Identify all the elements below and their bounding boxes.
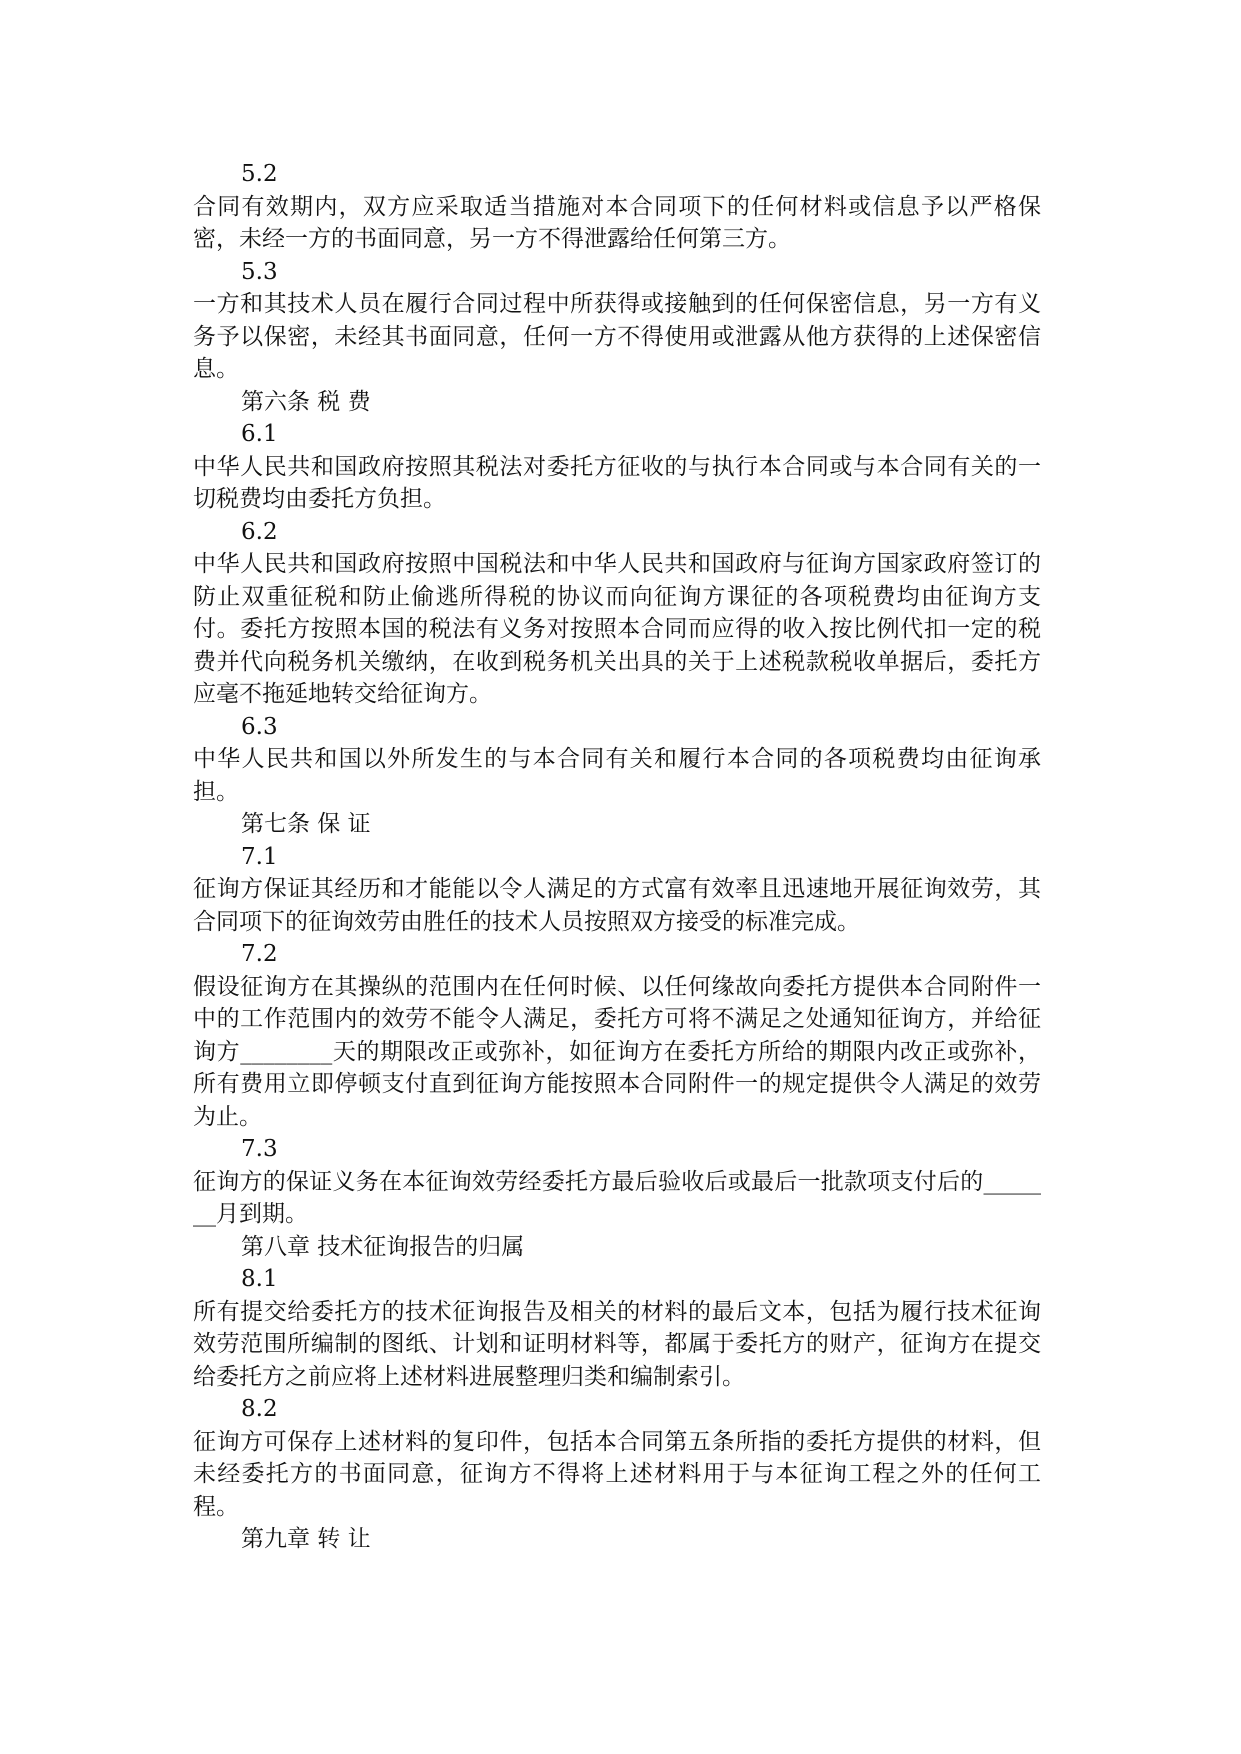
clause-number-6-3: 6.3 [241,713,278,740]
clause-number-7-2: 7.2 [241,941,278,967]
clause-text-7-2: 假设征询方在其操纵的范围内在任何时候、以任何缘故向委托方提供本合同附件一中的工作范围内的效劳不能令人满足，委托方可将不满足之处通知征询方，并给征询方________天的期限改正或弥补，如征询方在委托方所给的期限内改正或弥补，所有费用立即停顿支付直到征询方能按照本合同附件一的规定提供令人满足的效劳为止。 [193,973,1041,1130]
clause-number-7-3: 7.3 [241,1136,278,1162]
clause-number-6-1: 6.1 [241,421,278,447]
clause-number-7-1: 7.1 [241,843,278,870]
clause-number-8-1: 8.1 [241,1266,278,1292]
article-heading-7: 第七条 保 证 [241,811,371,837]
clause-number-5-3: 5.3 [241,258,278,285]
clause-text-8-1: 所有提交给委托方的技术征询报告及相关的材料的最后文本，包括为履行技术征询效劳范围所编制的图纸、计划和证明材料等，都属于委托方的财产，征询方在提交给委托方之前应将上述材料进展整理归类和编制索引。 [193,1298,1041,1390]
clause-text-7-3: 征询方的保证义务在本征询效劳经委托方最后验收后或最后一批款项支付后的_______月到期。 [193,1168,1041,1227]
clause-text-7-1: 征询方保证其经历和才能能以令人满足的方式富有效率且迅速地开展征询效劳，其合同项下的征询效劳由胜任的技术人员按照双方接受的标准完成。 [193,876,1041,935]
clause-number-8-2: 8.2 [241,1396,278,1422]
document-page [193,158,1041,1556]
article-heading-9: 第九章 转 让 [241,1526,371,1552]
clause-text-5-2: 合同有效期内，双方应采取适当措施对本合同项下的任何材料或信息予以严格保密，未经一方的书面同意，另一方不得泄露给任何第三方。 [193,193,1041,252]
article-heading-6: 第六条 税 费 [241,388,371,415]
clause-text-6-3: 中华人民共和国以外所发生的与本合同有关和履行本合同的各项税费均由征询承担。 [193,746,1041,805]
clause-text-8-2: 征询方可保存上述材料的复印件，包括本合同第五条所指的委托方提供的材料，但未经委托方的书面同意，征询方不得将上述材料用于与本征询工程之外的任何工程。 [193,1428,1041,1520]
clause-text-6-1: 中华人民共和国政府按照其税法对委托方征收的与执行本合同或与本合同有关的一切税费均由委托方负担。 [193,453,1041,512]
clause-text-5-3: 一方和其技术人员在履行合同过程中所获得或接触到的任何保密信息，另一方有义务予以保密，未经其书面同意，任何一方不得使用或泄露从他方获得的上述保密信息。 [193,291,1041,382]
clause-number-6-2: 6.2 [241,518,278,545]
article-heading-8: 第八章 技术征询报告的归属 [241,1233,525,1260]
clause-number-5-2: 5.2 [241,161,278,187]
clause-text-6-2: 中华人民共和国政府按照中国税法和中华人民共和国政府与征询方国家政府签订的防止双重征税和防止偷逃所得税的协议而向征询方课征的各项税费均由征询方支付。委托方按照本国的税法有义务对按照本合同而应得的收入按比例代扣一定的税费并代向税务机关缴纳，在收到税务机关出具的关于上述税款税收单据后，委托方应毫不拖延地转交给征询方。 [193,551,1041,707]
